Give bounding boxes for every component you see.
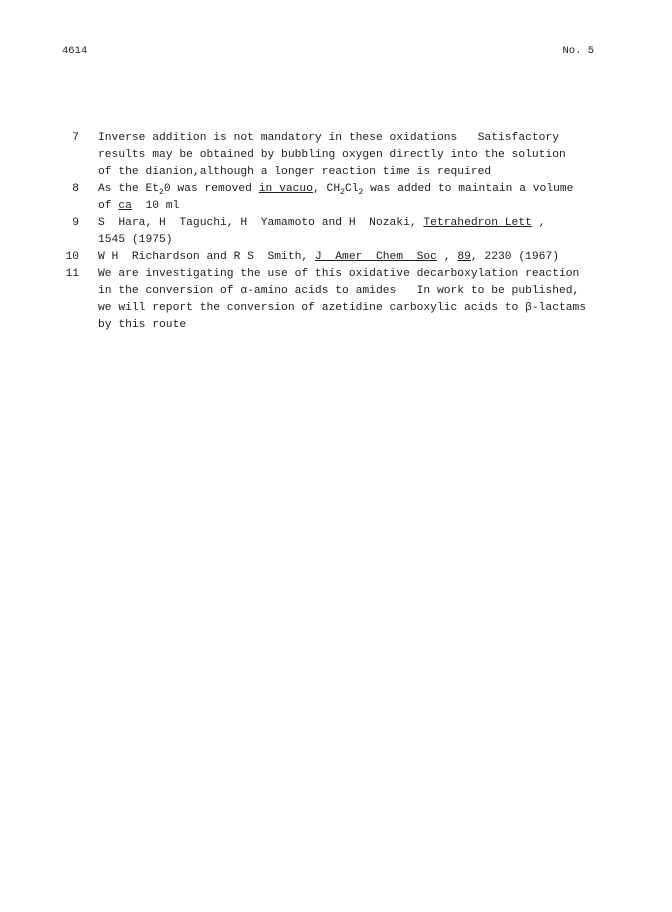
note-text (98, 249, 559, 266)
note-text (98, 130, 566, 181)
note-line (98, 317, 586, 334)
text-run: 10 ml (131, 200, 180, 212)
text-run: results may be obtained by bubbling oxygen directly into the solution (98, 149, 566, 161)
note-line (98, 266, 586, 283)
note-line (98, 130, 566, 147)
note-number: 9 (72, 217, 79, 229)
reference-note (60, 215, 600, 249)
text-run: was added to maintain a volume (363, 183, 574, 195)
note-line (98, 300, 586, 317)
note-number: 10 (65, 251, 79, 263)
reference-note (60, 249, 600, 266)
note-text (98, 181, 573, 215)
note-text (98, 266, 586, 334)
text-run: 1545 (1975) (98, 234, 173, 246)
text-run: , (531, 217, 546, 229)
note-line (98, 232, 545, 249)
note-number: 11 (65, 268, 79, 280)
note-line (98, 198, 573, 215)
issue-number: No. 5 (562, 45, 594, 57)
note-line (98, 283, 586, 300)
underlined-text: ca (118, 200, 132, 212)
text-run: we will report the conversion of azetidine carboxylic acids to β-lactams (98, 302, 587, 314)
note-line (98, 249, 559, 266)
text-run: Inverse addition is not mandatory in these oxidations Satisfactory (98, 132, 559, 144)
underlined-text: in vacuo (258, 183, 313, 195)
subscript: 2 (358, 188, 364, 197)
page-number: 4614 (62, 45, 88, 57)
subscript: 2 (340, 188, 345, 197)
text-run: in the conversion of α-amino acids to amides In work to be published, (98, 285, 580, 297)
note-number: 7 (72, 132, 79, 144)
text-run: by this route (98, 319, 187, 331)
note-line (98, 164, 566, 181)
text-run: of (98, 200, 119, 212)
subscript: 2 (159, 188, 164, 197)
text-run: , 2230 (1967) (470, 251, 560, 263)
page-header (62, 45, 594, 59)
text-run: S Hara, H Taguchi, H Yamamoto and H Nozaki, (98, 217, 424, 229)
underlined-text: J Amer Chem Soc (314, 251, 437, 263)
reference-note (60, 181, 600, 215)
note-number: 8 (72, 183, 79, 195)
text-run: , (436, 251, 458, 263)
text-run: of the dianion,although a longer reaction time is required (98, 166, 492, 178)
note-line (98, 147, 566, 164)
reference-notes (60, 130, 600, 334)
underlined-text: 89 (457, 251, 471, 263)
note-text (98, 215, 545, 249)
text-run: Cl (344, 183, 359, 195)
underlined-text: Tetrahedron Lett (423, 217, 532, 229)
text-run: 0 was removed (163, 183, 259, 195)
reference-note (60, 266, 600, 334)
text-run: , CH (312, 183, 341, 195)
reference-note (60, 130, 600, 181)
text-run: We are investigating the use of this oxidative decarboxylation reaction (98, 268, 580, 280)
note-line (98, 181, 573, 198)
text-run: As the Et (98, 183, 160, 195)
note-line (98, 215, 545, 232)
text-run: W H Richardson and R S Smith, (98, 251, 315, 263)
